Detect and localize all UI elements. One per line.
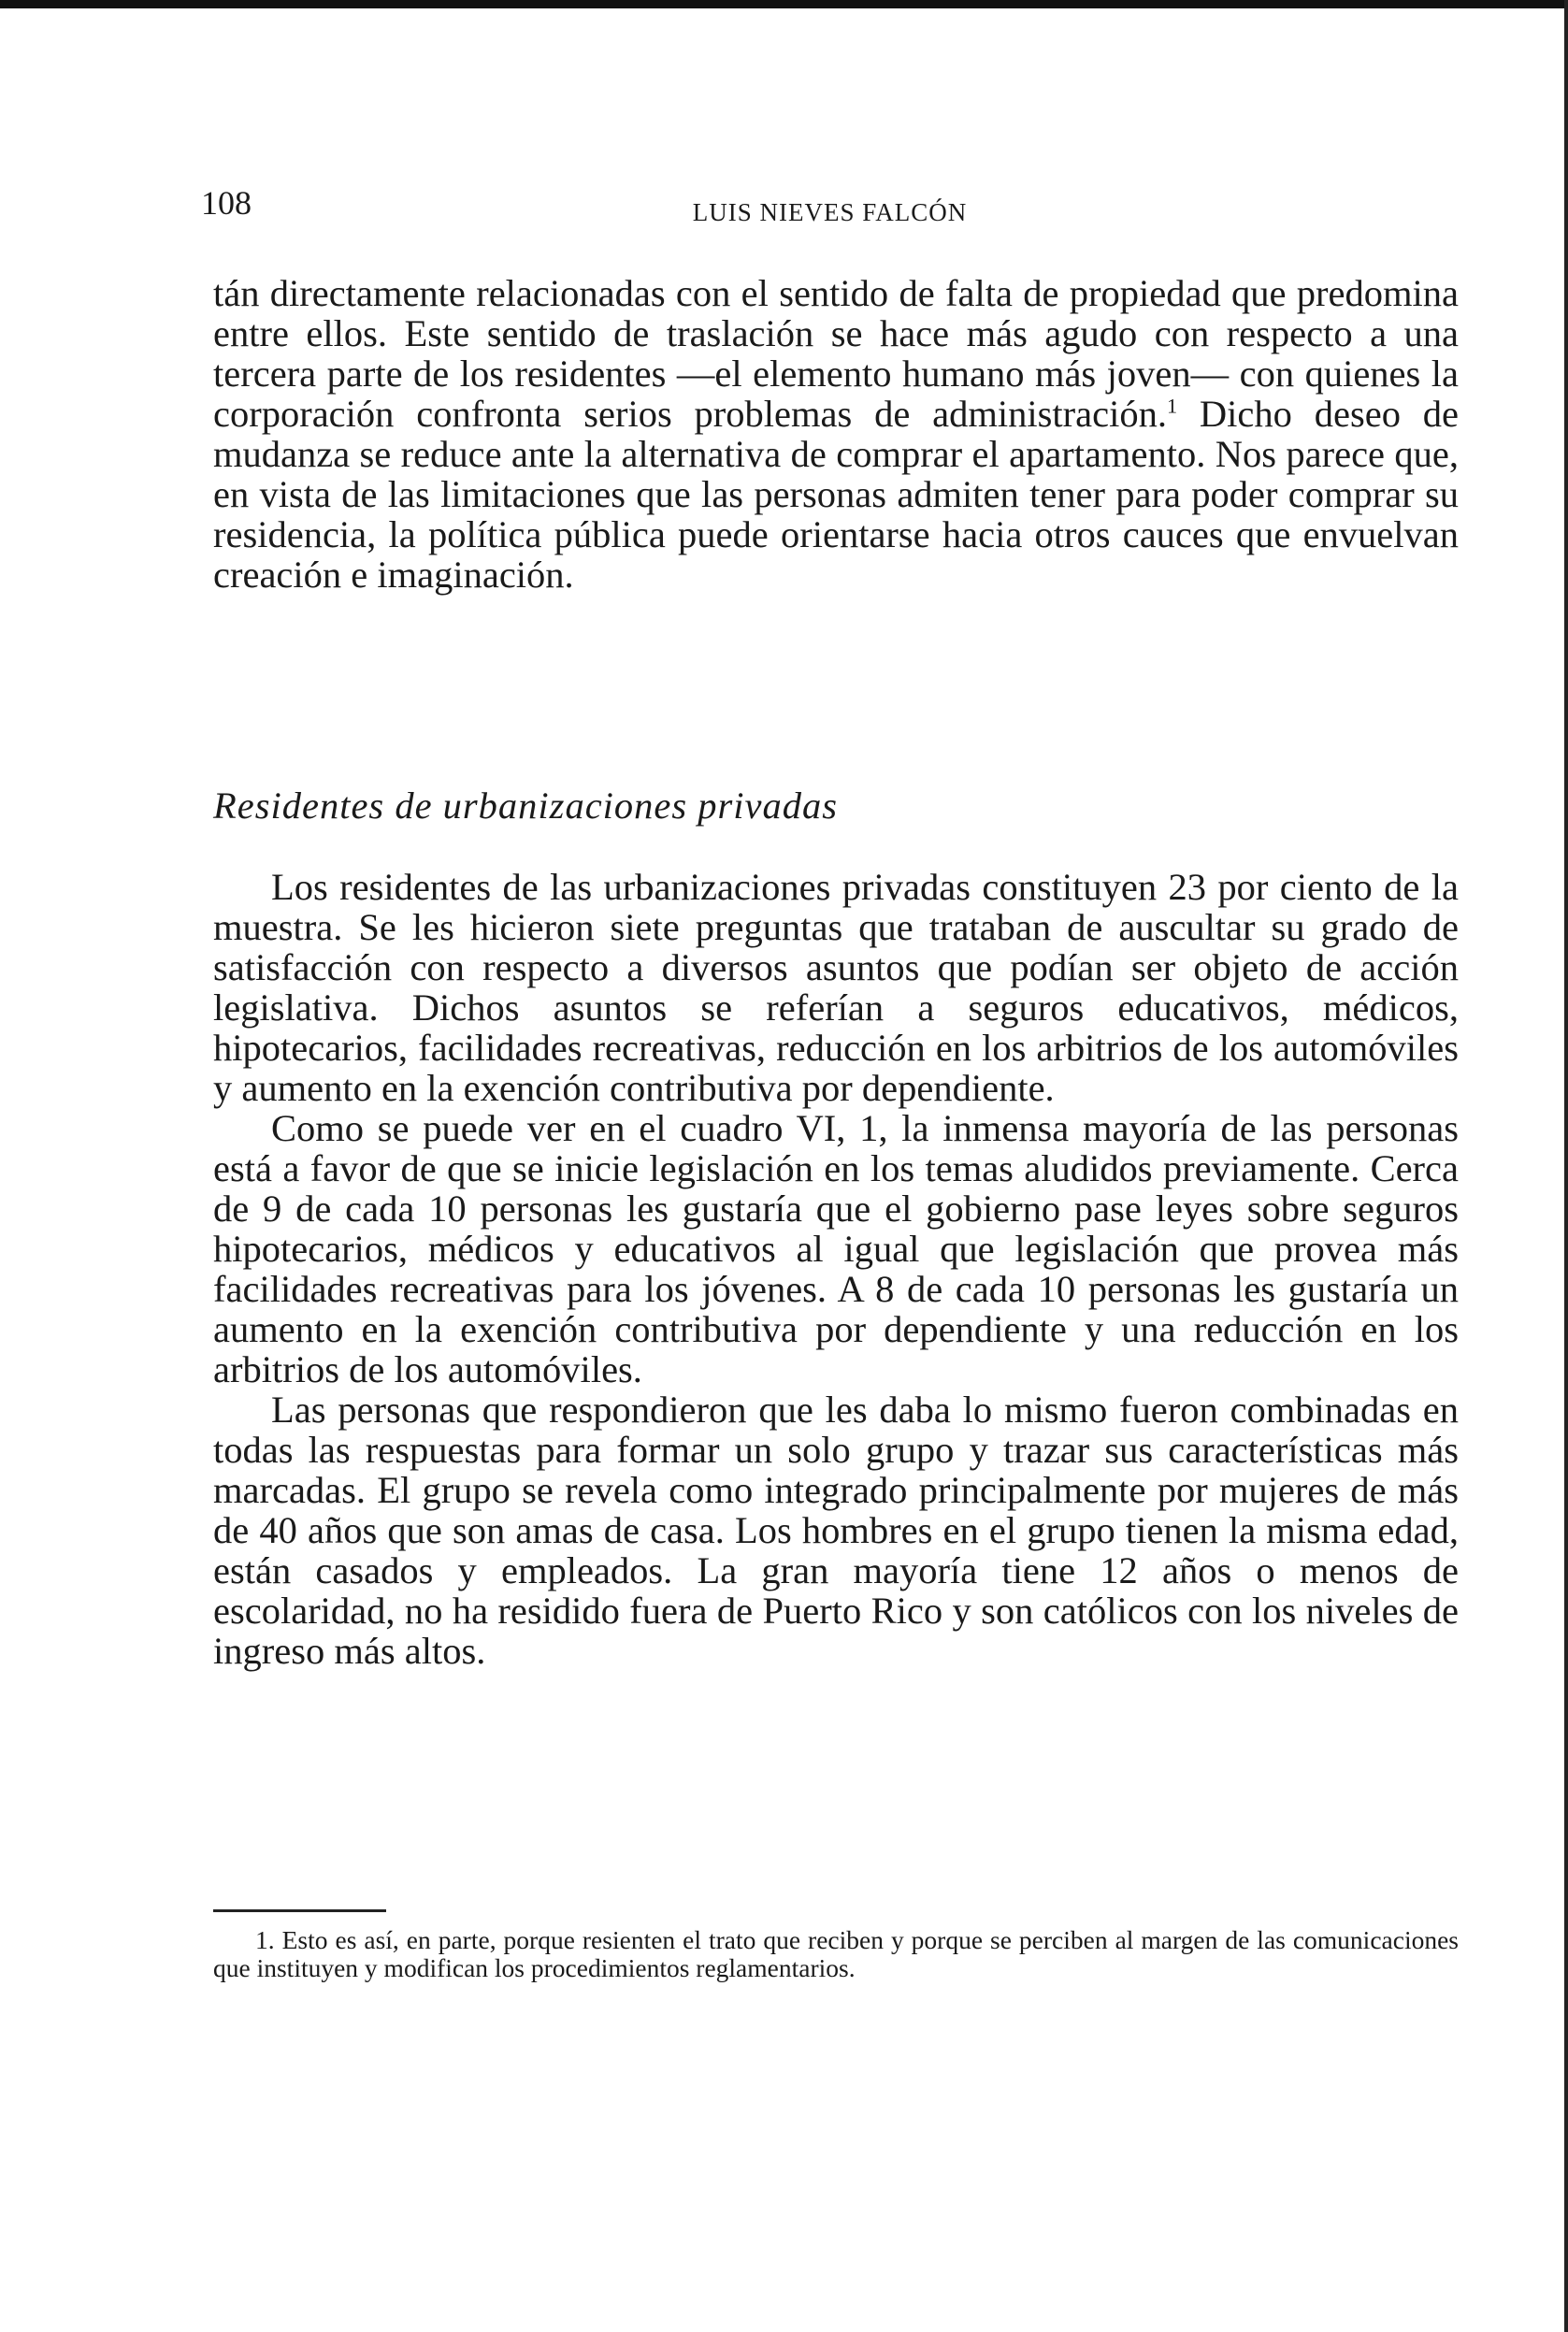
running-head: LUIS NIEVES FALCÓN	[692, 198, 968, 226]
paragraph	[213, 273, 1459, 595]
body-text-continued	[213, 273, 1459, 595]
paragraph: Como se puede ver en el cuadro VI, 1, la inmensa mayoría de las personas está a favor de que se inicie legislación en los temas aludidos previamente. Cerca de 9 de cada 10 personas les gustaría que el gobierno pase leyes sobre seguros hipotecarios, médicos y educativos al igual que legislación que provea más facilidades recreativas para los jóvenes. A 8 de cada 10 personas les gustaría un aumento en la exención contributiva por dependiente y una reducción en los arbitrios de los automóviles.	[213, 1107, 1459, 1390]
paragraph: Las personas que respondieron que les daba lo mismo fueron combinadas en todas las respuestas para formar un solo grupo y trazar sus características más marcadas. El grupo se revela como integrado principalmente por mujeres de más de 40 años que son amas de casa. Los hombres en el grupo tienen la misma edad, están casados y empleados. La gran mayoría tiene 12 años o menos de escolaridad, no ha residido fuera de Puerto Rico y son católicos con los niveles de ingreso más altos.	[213, 1389, 1459, 1672]
top-scan-border	[0, 0, 1568, 8]
footnote: 1. Esto es así, en parte, porque resienten el trato que reciben y porque se perciben al margen de las comunicaciones que instituyen y modifican los procedimientos reglamentarios.	[213, 1925, 1459, 1982]
right-scan-border	[1564, 0, 1568, 2332]
paragraph-text: tán directamente relacionadas con el sentido de falta de propiedad que predomina entre ellos. Este sentido de traslación se hace más agudo con respecto a una tercera parte de los residentes —el elemento humano más joven— con quienes la corporación confronta serios problemas de administración.	[213, 272, 1459, 435]
paragraph: Los residentes de las urbanizaciones privadas constituyen 23 por ciento de la muestra. Se les hicieron siete preguntas que trataban de auscultar su grado de satisfacción con respecto a diversos asuntos que podían ser objeto de acción legislativa. Dichos asuntos se referían a seguros educativos, médicos, hipotecarios, facilidades recreativas, reducción en los arbitrios de los automóviles y aumento en la exención contributiva por dependiente.	[213, 866, 1459, 1109]
paragraph-text: Dicho deseo de mudanza se reduce ante la alternativa de comprar el apartamento. Nos parece que, en vista de las limitaciones que las personas admiten tener para poder comprar su residencia, la política pública puede orientarse hacia otros cauces que envuelvan creación e imaginación.	[213, 393, 1459, 596]
page-number: 108	[201, 184, 252, 222]
footnote-reference[interactable]: 1	[1166, 394, 1178, 418]
footnote-divider	[213, 1909, 386, 1912]
page-header	[201, 183, 1459, 239]
section-body	[213, 867, 1459, 1671]
section-heading: Residentes de urbanizaciones privadas	[213, 785, 839, 827]
